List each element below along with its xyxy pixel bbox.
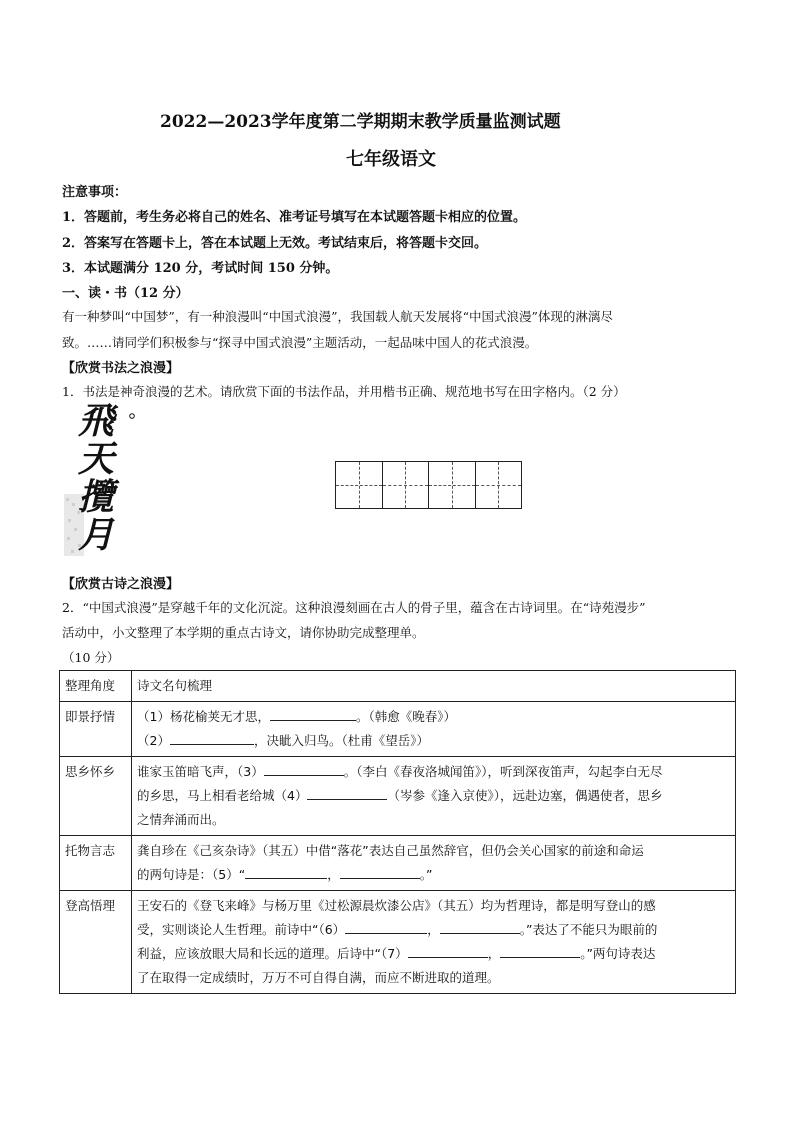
exam-subtitle: 七年级语文 <box>346 149 436 170</box>
text: 之情奔涌而出。 <box>137 812 225 827</box>
text: 的两句诗是：（5）“ <box>137 867 246 882</box>
answer-blank-5b[interactable] <box>340 865 420 879</box>
tianzige-cell[interactable] <box>383 462 430 508</box>
text: 了在取得一定成绩时，万万不可自得自满，而应不断进取的道理。 <box>137 970 500 985</box>
row-content <box>132 891 736 994</box>
notice-item-3: 3．本试题满分 120 分，考试时间 150 分钟。 <box>62 261 339 276</box>
text: （岑参《逢入京使》），远赴边塞，偶遇使者，思乡 <box>387 788 663 803</box>
table-row <box>60 757 736 836</box>
answer-blank-5a[interactable] <box>245 865 327 879</box>
text: 谁家玉笛暗飞声，（3） <box>137 764 264 779</box>
text: ， <box>327 867 340 882</box>
section1-heading: 一、读・书（12 分） <box>62 286 189 301</box>
calligraphy-characters: 飛天攬月 <box>78 400 115 556</box>
notice-item-1: 1．答题前，考生务必将自己的姓名、准考证号填写在本试题答题卡相应的位置。 <box>62 210 527 225</box>
answer-blank-1[interactable] <box>270 707 356 721</box>
question-1: 1．书法是神奇浪漫的艺术。请欣赏下面的书法作品，并用楷书正确、规范地书写在田字格内。（2 分） <box>62 384 626 399</box>
text: ，决眦入归鸟。（杜甫《望岳》） <box>253 733 429 748</box>
calligraphy-heading: 【欣赏书法之浪漫】 <box>62 361 180 376</box>
table-row <box>60 836 736 891</box>
answer-blank-6a[interactable] <box>345 920 427 934</box>
row-angle: 思乡怀乡 <box>60 757 132 836</box>
text: 龚自珍在《己亥杂诗》（其五）中借“落花”表达自己虽然辞官，但仍会关心国家的前途和命运 <box>137 843 644 858</box>
question-2-line-1: 2．“中国式浪漫”是穿越千年的文化沉淀。这种浪漫刻画在古人的骨子里，蕴含在古诗词里。在“诗苑漫步” <box>62 600 646 615</box>
answer-blank-7b[interactable] <box>500 944 580 958</box>
answer-blank-7a[interactable] <box>408 944 488 958</box>
text: 受，实则谈论人生哲理。前诗中“（6） <box>137 922 346 937</box>
answer-blank-4[interactable] <box>307 786 387 800</box>
table-row <box>60 891 736 994</box>
row-angle: 即景抒情 <box>60 702 132 757</box>
notice-heading: 注意事项： <box>62 185 128 200</box>
section1-intro-line-2: 致。……请同学们积极参与“探寻中国式浪漫”主题活动，一起品味中国人的花式浪漫。 <box>62 335 538 350</box>
row-angle: 登高悟理 <box>60 891 132 994</box>
text: （1）杨花榆荚无才思， <box>137 709 270 724</box>
text: 。”表达了不能只为眼前的 <box>519 922 658 937</box>
table-header-row <box>60 671 736 702</box>
text: 。（李白《春夜洛城闻笛》），听到深夜笛声，勾起李白无尽 <box>343 764 663 779</box>
text: 。（韩愈《晚春》） <box>355 709 456 724</box>
calligraphy-artwork <box>62 402 140 562</box>
answer-blank-6b[interactable] <box>440 920 520 934</box>
review-table <box>59 670 736 994</box>
text: 。”两句诗表达 <box>580 946 656 961</box>
text: 。” <box>419 867 433 882</box>
header-content: 诗文名句梳理 <box>132 671 736 702</box>
tianzige-cell[interactable] <box>336 462 383 508</box>
notice-item-2: 2．答案写在答题卡上，答在本试题上无效。考试结束后，将答题卡交回。 <box>62 236 488 251</box>
text: 王安石的《登飞来峰》与杨万里《过松源晨炊漆公店》（其五）均为哲理诗，都是明写登山的感 <box>137 898 656 913</box>
row-content <box>132 836 736 891</box>
text: 利益，应该放眼大局和长远的道理。后诗中“（7） <box>137 946 408 961</box>
text: 的乡思，马上相看老给城（4） <box>137 788 308 803</box>
header-angle: 整理角度 <box>60 671 132 702</box>
row-content <box>132 702 736 757</box>
question-2-line-2: 活动中，小文整理了本学期的重点古诗文，请你协助完成整理单。 <box>62 625 425 640</box>
tianzige-writing-grid[interactable] <box>335 461 522 509</box>
text: ， <box>487 946 501 961</box>
tianzige-cell[interactable] <box>476 462 522 508</box>
exam-title: 2022—2023学年度第二学期期末教学质量监测试题 <box>160 112 561 132</box>
question-2-score: （10 分） <box>62 650 120 665</box>
tianzige-cell[interactable] <box>429 462 476 508</box>
text: （2） <box>137 733 170 748</box>
table-row <box>60 702 736 757</box>
text: ， <box>427 922 440 937</box>
section1-intro-line-1: 有一种梦叫“中国梦”，有一种浪漫叫“中国式浪漫”，我国载人航天发展将“中国式浪漫”体现的淋漓尽 <box>62 309 613 324</box>
answer-blank-3[interactable] <box>264 762 344 776</box>
row-angle: 托物言志 <box>60 836 132 891</box>
row-content <box>132 757 736 836</box>
poetry-heading: 【欣赏古诗之浪漫】 <box>62 577 180 592</box>
answer-blank-2[interactable] <box>170 731 254 745</box>
